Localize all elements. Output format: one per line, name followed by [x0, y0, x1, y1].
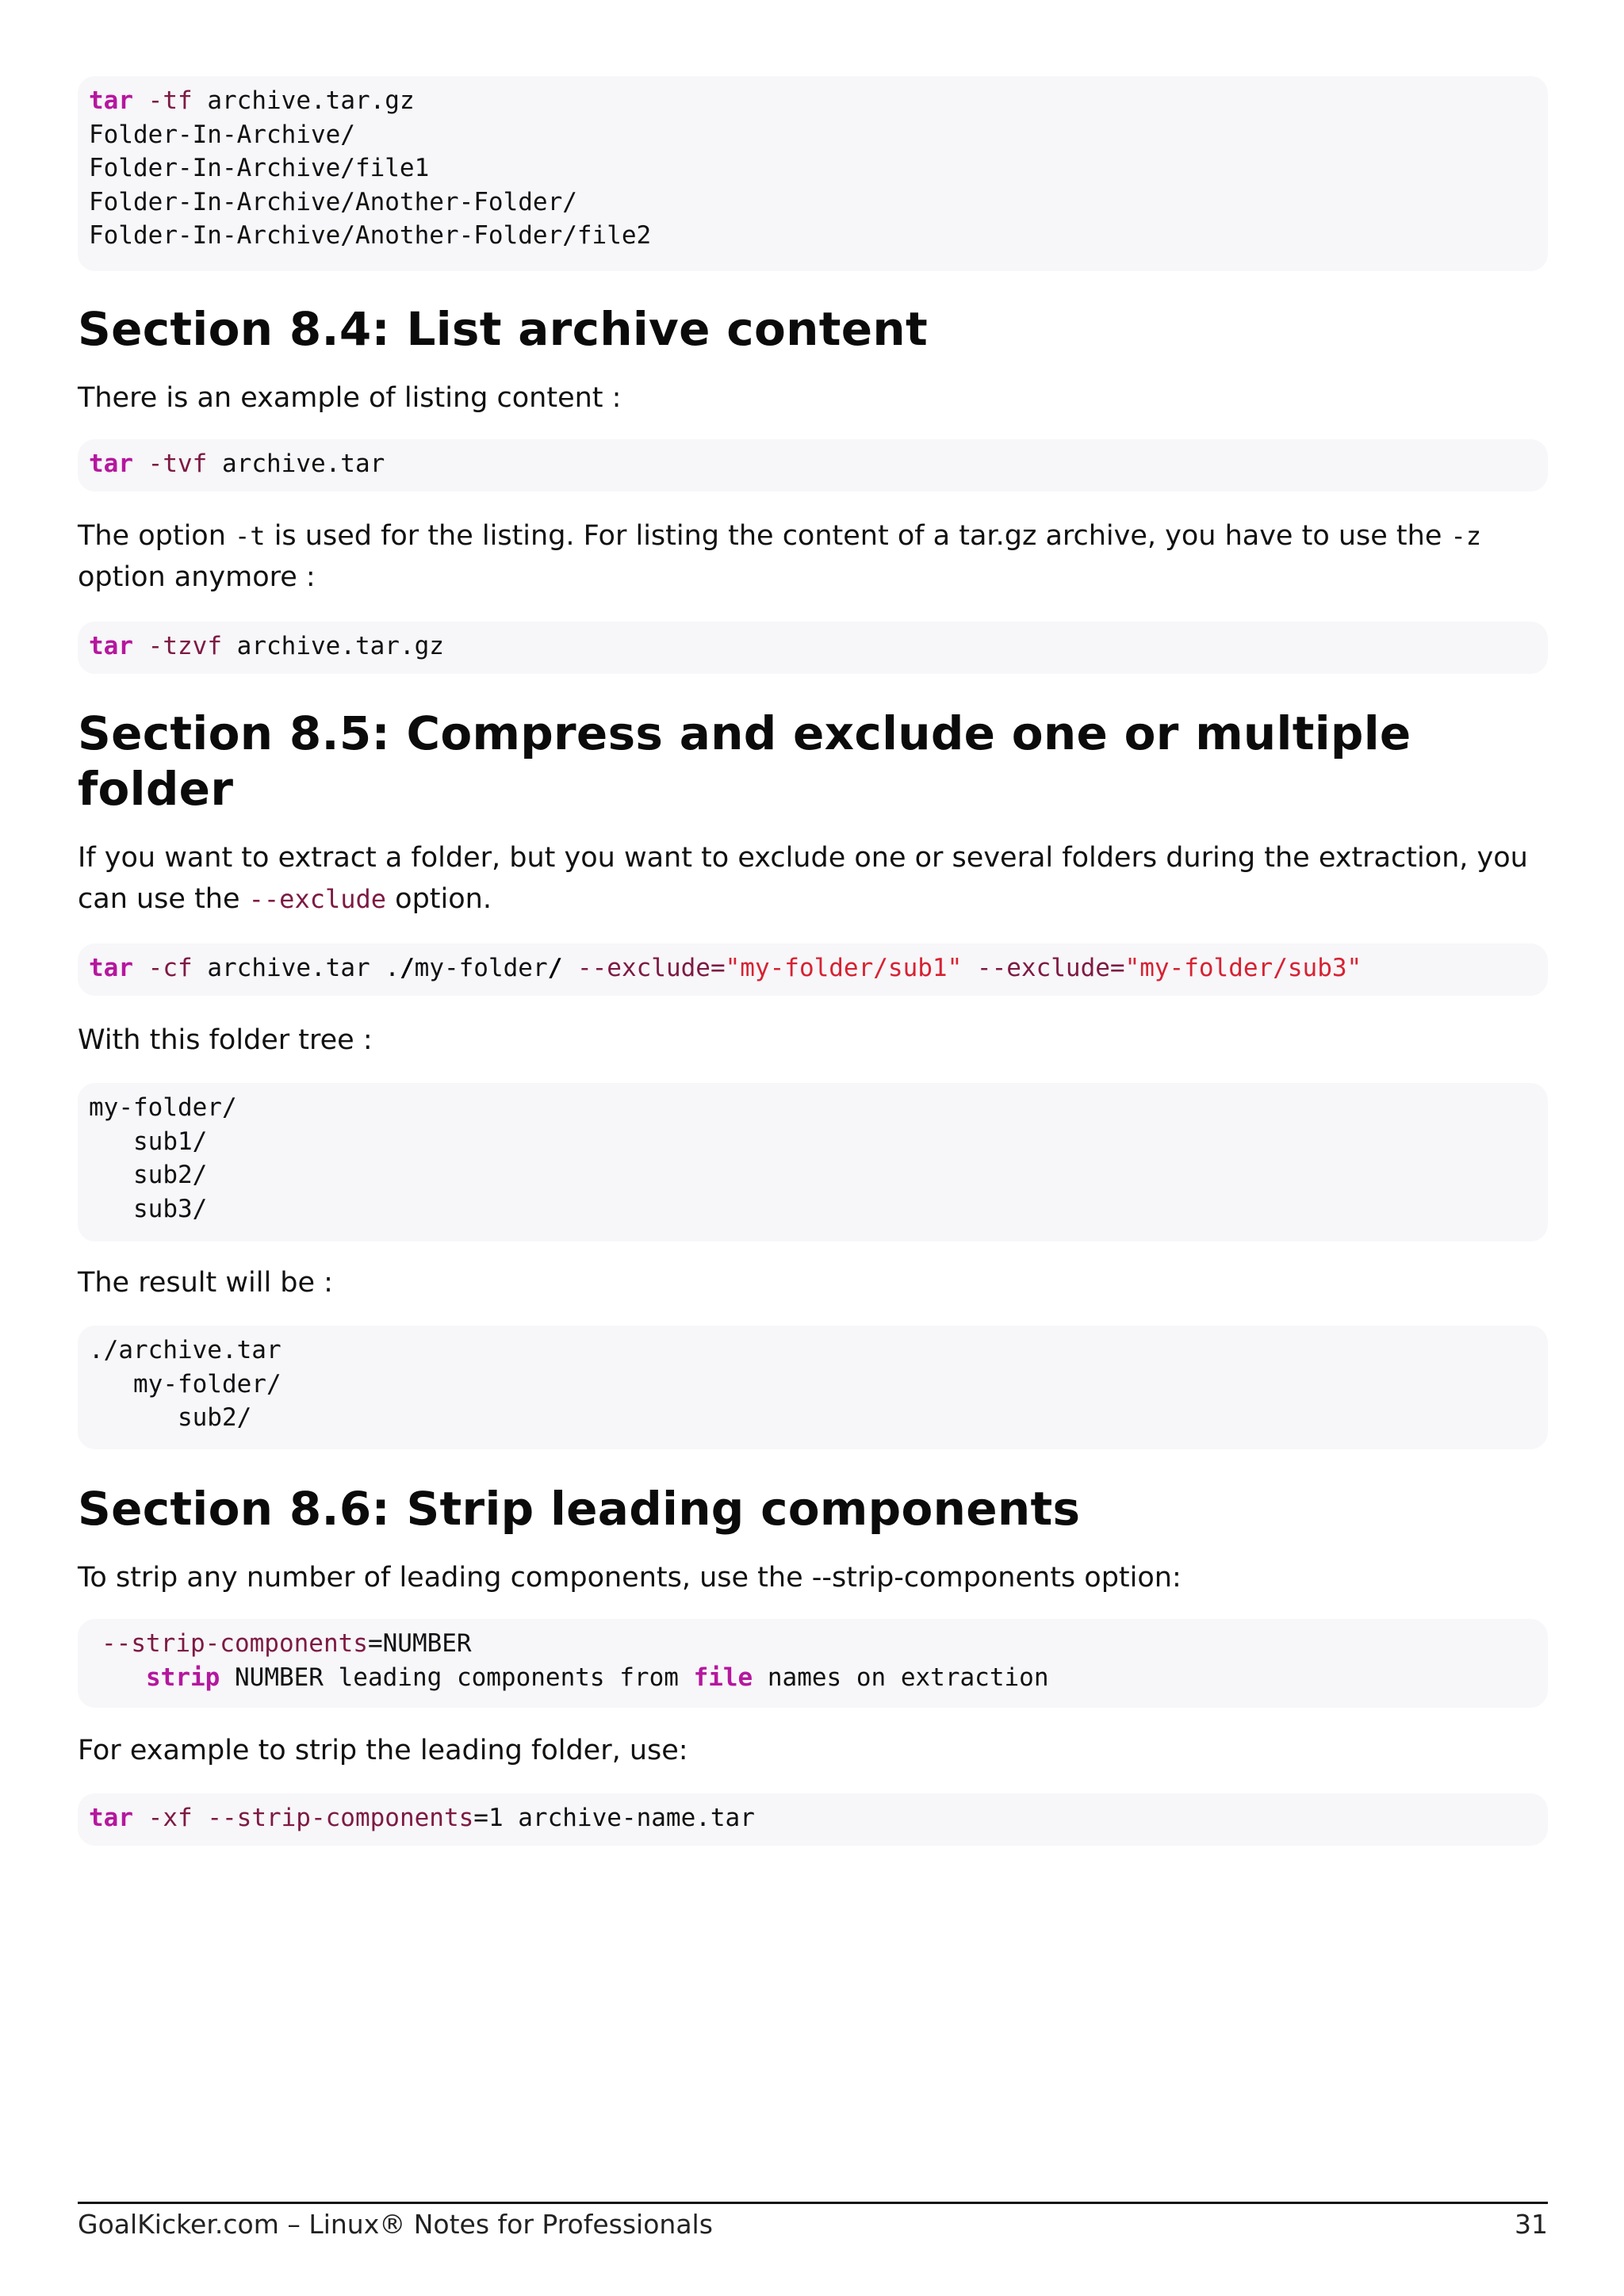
code-block-tar-tvf	[78, 439, 1548, 492]
code-line: Folder-In-Archive/	[89, 120, 355, 149]
code-line: my-folder/	[89, 1369, 282, 1399]
code-string: "my-folder/sub3"	[1124, 954, 1362, 982]
text-fragment: The option	[78, 520, 236, 552]
code-line: sub2/	[89, 1161, 208, 1189]
code-block-strip-components	[78, 1619, 1548, 1708]
code-text: names on extraction	[753, 1663, 1049, 1692]
code-path: my-folder	[414, 954, 548, 982]
inline-code-t: -t	[235, 521, 266, 551]
section-8-5-intro	[78, 837, 1548, 920]
text-fragment: option anymore :	[78, 561, 316, 593]
code-keyword: tar	[89, 450, 133, 478]
folder-tree-label: With this folder tree :	[78, 1024, 373, 1056]
inline-code-z: -z	[1450, 521, 1482, 551]
code-line: sub3/	[89, 1194, 208, 1223]
text-fragment: is used for the listing. For listing the content of a tar.gz archive, you have to use the	[265, 520, 1451, 552]
section-heading-8-4: Section 8.4: List archive content	[78, 302, 928, 356]
code-block-tar-exclude: tar -cf archive.tar ./my-folder/ --exclude="my-folder/sub1" --exclude="my-folder/sub3"	[78, 943, 1548, 996]
section-8-4-explanation	[78, 515, 1548, 598]
code-option: -xf --strip-components	[147, 1804, 474, 1832]
text-fragment: If you want to extract a folder, but you want to exclude one or several folders during the extraction, you can use the	[78, 842, 1528, 915]
code-line: sub1/	[89, 1127, 208, 1156]
code-line: Folder-In-Archive/Another-Folder/	[89, 187, 577, 216]
result-label: The result will be :	[78, 1267, 333, 1299]
section-8-4-intro: There is an example of listing content :	[78, 382, 622, 414]
code-keyword: file	[693, 1663, 753, 1692]
code-block-tar-tf	[78, 76, 1548, 271]
code-line: sub2/	[89, 1403, 252, 1432]
code-option: --strip-components	[102, 1629, 368, 1658]
code-argument: archive.tar .	[207, 954, 400, 982]
code-line: my-folder/	[89, 1093, 237, 1122]
strip-example-label: For example to strip the leading folder, use:	[78, 1735, 688, 1766]
code-value: =1 archive-name.tar	[473, 1804, 755, 1832]
section-8-6-intro: To strip any number of leading components, use the --strip-components option:	[78, 1562, 1182, 1594]
section-heading-8-5: Section 8.5: Compress and exclude one or multiple folder	[78, 706, 1411, 816]
page-number: 31	[1515, 2209, 1548, 2240]
code-keyword: strip	[146, 1663, 220, 1692]
code-option: -cf	[147, 954, 193, 982]
code-keyword: tar	[89, 86, 133, 115]
code-string: "my-folder/sub1"	[725, 954, 963, 982]
page-content	[78, 76, 1548, 1846]
code-value: =NUMBER	[367, 1629, 472, 1658]
code-block-tar-xf-strip	[78, 1793, 1548, 1846]
text-fragment: option.	[386, 883, 492, 915]
code-block-tar-tzvf	[78, 622, 1548, 674]
code-block-result	[78, 1326, 1548, 1449]
code-line: Folder-In-Archive/file1	[89, 154, 430, 182]
code-option: -tf	[147, 86, 193, 115]
section-heading-8-6: Section 8.6: Strip leading components	[78, 1482, 1081, 1536]
code-argument: archive.tar.gz	[236, 632, 444, 660]
page-footer	[78, 2202, 1548, 2240]
code-option: --exclude=	[976, 954, 1125, 982]
inline-code-exclude: --exclude	[248, 884, 387, 914]
code-text: NUMBER leading components from	[220, 1663, 694, 1692]
code-keyword: tar	[89, 1804, 133, 1832]
code-block-folder-tree	[78, 1083, 1548, 1242]
footer-title: GoalKicker.com – Linux® Notes for Professionals	[78, 2209, 713, 2240]
code-argument: archive.tar.gz	[207, 86, 415, 115]
code-line: Folder-In-Archive/Another-Folder/file2	[89, 221, 652, 250]
code-option: --exclude=	[576, 954, 726, 982]
code-line: ./archive.tar	[89, 1336, 282, 1364]
code-keyword: tar	[89, 632, 133, 660]
code-option: -tzvf	[147, 632, 222, 660]
code-keyword: tar	[89, 954, 133, 982]
code-option: -tvf	[147, 450, 208, 478]
code-argument: archive.tar	[222, 450, 385, 478]
